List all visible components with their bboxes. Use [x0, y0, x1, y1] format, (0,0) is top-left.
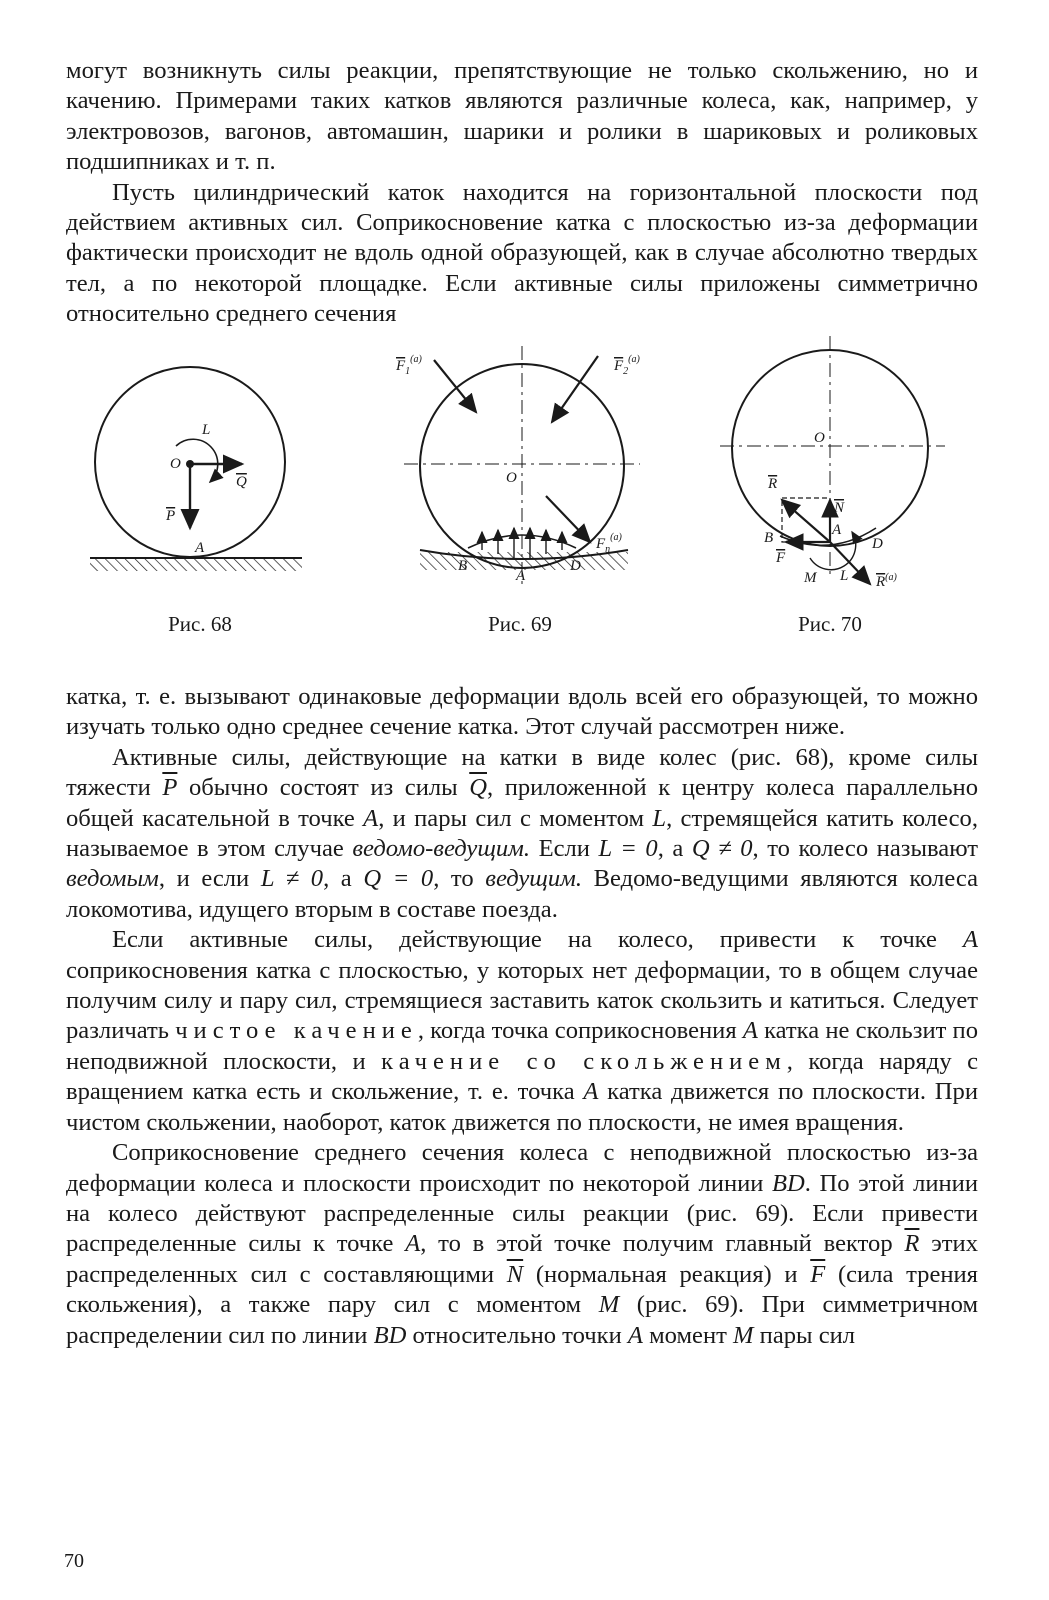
label-f2: F — [614, 358, 624, 374]
moment-l-arc — [176, 439, 218, 482]
label-f: F — [776, 550, 786, 566]
paragraph-3: катка, т. е. вызывают одинаковые деформации вдоль всей его образующей, то можно изучать только одно среднее сечение катка. Этот случай рассмотрен ниже. — [66, 683, 978, 741]
label-o: O — [506, 470, 517, 486]
figure-69 — [390, 336, 670, 596]
label-l: L — [202, 422, 211, 438]
label-a: A — [195, 540, 205, 556]
vector-ra-arrow — [830, 542, 870, 584]
caption-69: Рис. 69 — [488, 612, 552, 636]
label-m: M — [804, 570, 817, 586]
svg-text:F1(a): $F_1^{(a)}$ — [396, 354, 422, 377]
paragraph-2: Пусть цилиндрический каток находится на горизонтальной плоскости под действием активных сил. Соприкосновение катка с плоскостью из-за деформации фактически происходит не вдоль одной образующей, как в случае абсолютно твердых тел, а по некоторой площадке. Если активные силы приложены симметрично относительно среднего сечения — [66, 178, 978, 328]
bottom-text — [66, 682, 978, 1351]
force-f2-arrow — [552, 356, 598, 422]
label-n: N — [834, 500, 845, 516]
label-a: A — [516, 568, 526, 584]
vector-r-arrow — [782, 500, 830, 542]
svg-text:Fn(a): $F_n^{(a)}$ — [596, 532, 622, 555]
label-f1: F — [396, 358, 406, 374]
figure-70 — [720, 336, 960, 606]
label-r: R — [768, 476, 778, 492]
svg-text:R(a): $R^{(a)}$ — [876, 572, 897, 590]
label-b: B — [764, 530, 774, 546]
label-d: D — [872, 536, 883, 552]
paragraph-6: Соприкосновение среднего сечения колеса с неподвижной плоскостью из-за деформации колеса и плоскости происходит по некоторой линии BD. По этой линии на колесо действуют распределенные силы реакции (рис. 69). Если привести распределенные силы к точке A, то в этой точке получим главный вектор $\overline{R}$ этих распределенных сил с составляющими $\overline{N}$ (нормальная реакция) и $\overline{F}$ (сила трения скольжения), а также пару сил с моментом M (рис. 69). При симметричном распределении сил по линии BD относительно точки A момент M пары сил — [66, 1139, 979, 1349]
paragraph-5: Если активные силы, действующие на колесо, привести к точке A соприкосновения катка с плоскостью, у которых нет деформации, то в общем случае получим силу и пару сил, стремящиеся заставить каток скользить и катиться. Следует различать чистое качение, когда точка соприкосновения A катка не скользит по неподвижной плоскости, и качение со скольжением, когда наряду с вращением катка есть и скольжение, т. е. точка A катка движется по плоскости. При чистом скольжении, наоборот, каток движется по плоскости, не имея вращения. — [66, 926, 979, 1136]
label-l: L — [840, 568, 849, 584]
caption-68: Рис. 68 — [168, 612, 232, 636]
label-q: Q — [236, 474, 247, 490]
paragraph-1: могут возникнуть силы реакции, препятствующие не только скольжению, но и качению. Примерами таких катков являются различные колеса, как, например, у электровозов, вагонов, автомашин, шарики и ролики в шариковых и роликовых подшипниках и т. п. — [66, 57, 978, 176]
label-fn: F — [596, 536, 606, 552]
label-b: B — [458, 558, 468, 574]
label-a: A — [832, 522, 842, 538]
paragraph-4: Активные силы, действующие на катки в виде колес (рис. 68), кроме силы тяжести $\overline{P}$ обычно состоят из силы $\overline{Q}$, приложенной к центру колеса параллельно общей касательной в точке A, и пары сил с моментом L, стремящейся катить колесо, называемое в этом случае ведомо-ведущим. Если L = 0, а Q ≠ 0, то колесо называют ведомым, и если L ≠ 0, а Q = 0, то ведущим. Ведомо-ведущими являются колеса локомотива, идущего вторым в составе поезда. — [66, 743, 979, 923]
label-p: P — [166, 508, 176, 524]
figure-68 — [70, 336, 320, 596]
label-d: D — [570, 558, 581, 574]
svg-text:F2(a): $F_2^{(a)}$ — [614, 354, 640, 377]
label-o: O — [814, 430, 825, 446]
top-text — [66, 56, 978, 330]
force-fn-arrow — [546, 496, 590, 542]
page-number: 70 — [64, 1550, 84, 1572]
caption-70: Рис. 70 — [798, 612, 862, 636]
label-ra: R — [876, 574, 886, 590]
label-o: O — [170, 456, 181, 472]
